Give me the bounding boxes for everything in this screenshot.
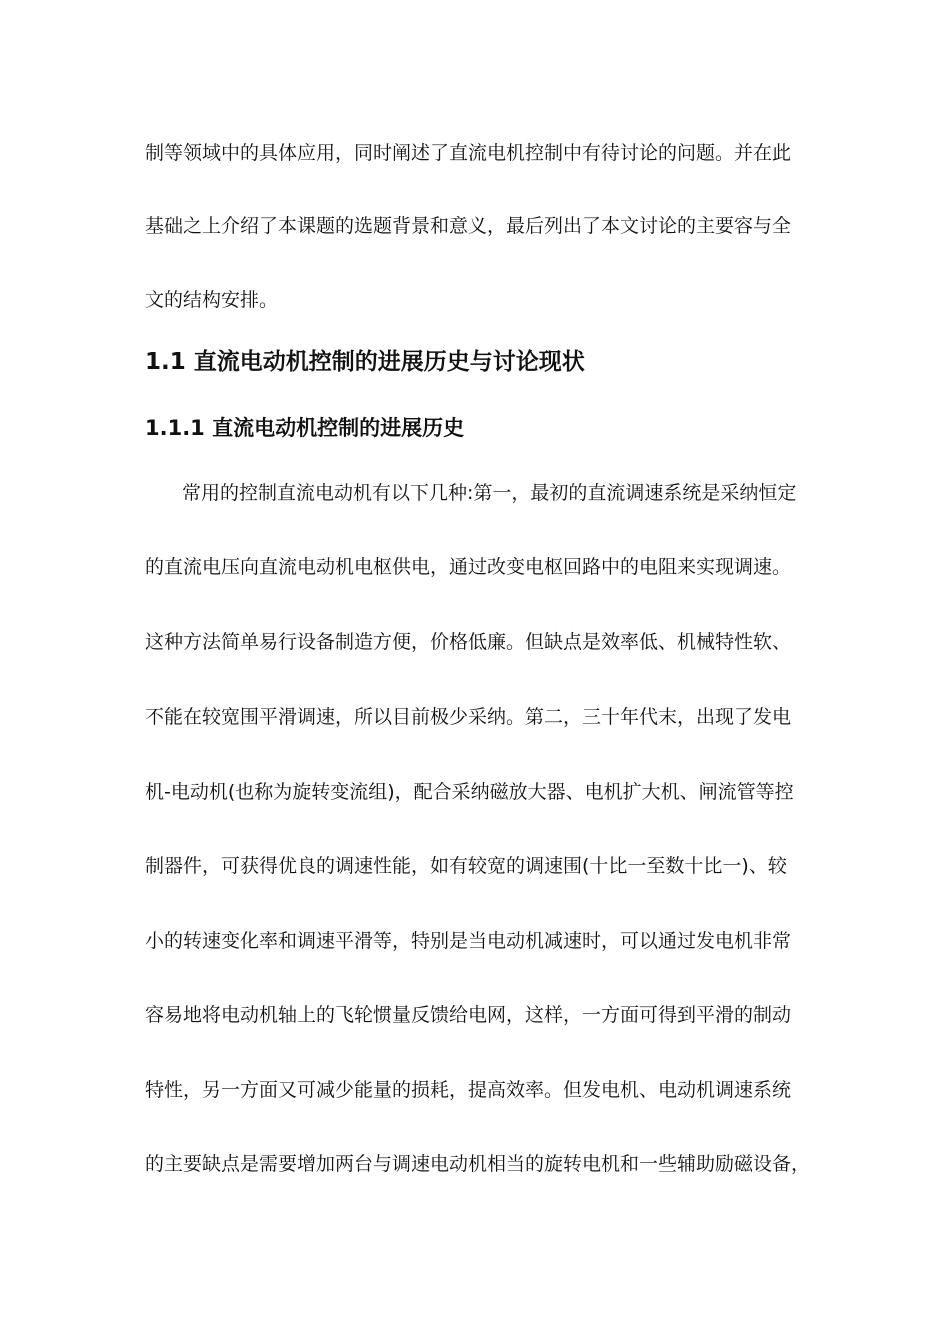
body-line-6: 制器件，可获得优良的调速性能，如有较宽的调速围(十比一至数十比一)、较	[145, 855, 787, 877]
body-line-7: 小的转速变化率和调速平滑等，特别是当电动机减速时，可以通过发电机非常	[145, 930, 792, 952]
body-line-2: 的直流电压向直流电动机电枢供电，通过改变电枢回路中的电阻来实现调速。	[145, 556, 792, 578]
section-heading: 1.1 直流电动机控制的进展历史与讨论现状	[145, 349, 585, 375]
intro-line-2: 基础之上介绍了本课题的选题背景和意义，最后列出了本文讨论的主要容与全	[145, 215, 792, 237]
body-line-10: 的主要缺点是需要增加两台与调速电动机相当的旋转电机和一些辅助励磁设备，	[145, 1153, 811, 1175]
body-line-8: 容易地将电动机轴上的飞轮惯量反馈给电网，这样，一方面可得到平滑的制动	[145, 1004, 792, 1026]
body-line-5: 机-电动机(也称为旋转变流组)，配合采纳磁放大器、电机扩大机、闸流管等控	[145, 781, 794, 803]
body-line-4: 不能在较宽围平滑调速，所以目前极少采纳。第二，三十年代末，出现了发电	[145, 706, 792, 728]
body-line-9: 特性，另一方面又可减少能量的损耗，提高效率。但发电机、电动机调速系统	[145, 1079, 792, 1101]
intro-line-1: 制等领域中的具体应用，同时阐述了直流电机控制中有待讨论的问题。并在此	[145, 142, 792, 164]
body-line-1: 常用的控制直流电动机有以下几种:第一，最初的直流调速系统是采纳恒定	[182, 482, 797, 504]
body-line-3: 这种方法简单易行设备制造方便，价格低廉。但缺点是效率低、机械特性软、	[145, 631, 792, 653]
subsection-heading: 1.1.1 直流电动机控制的进展历史	[145, 416, 465, 440]
intro-line-3: 文的结构安排。	[145, 289, 279, 311]
